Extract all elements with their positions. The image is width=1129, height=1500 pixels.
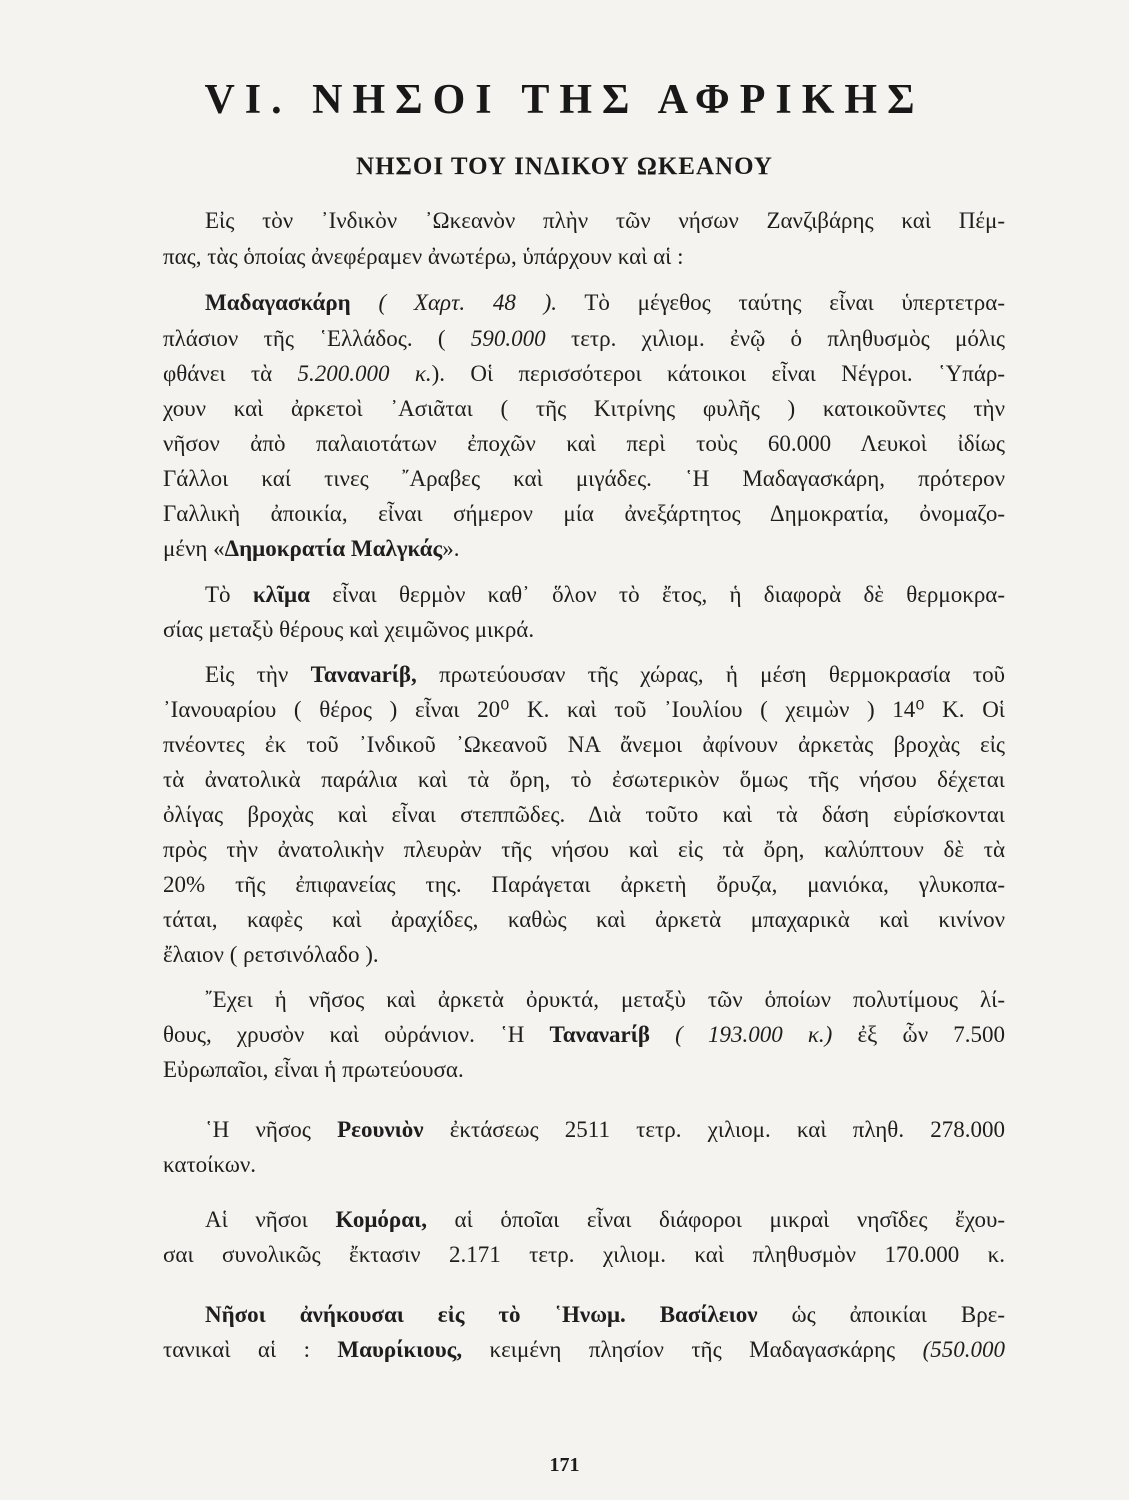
paragraph-1-line-2: πας, τὰς ὁποίας ἀνεφέραμεν ἀνωτέρω, ὑπάρχουν καὶ αἱ : <box>163 244 684 269</box>
section-title: ΝΗΣΟΙ ΤΟΥ ΙΝΔΙΚΟΥ ΩΚΕΑΝΟΥ <box>356 153 773 180</box>
paragraph-2-line-4: χουν καὶ ἀρκετοὶ ᾿Ασιᾶται ( τῆς Κιτρίνης φυλῆς ) κατοικοῦντες τὴν <box>163 396 1005 421</box>
paragraph-4-line-1: Εἰς τὴν Τανανarίβ, πρωτεύουσαν τῆς χώρας, ἡ μέση θερμοκρασία τοῦ <box>205 662 1006 687</box>
paragraph-4-line-6: πρὸς τὴν ἀνατολικὴν πλευρὰν τῆς νήσου καὶ εἰς τὰ ὄρη, καλύπτουν δὲ τὰ <box>163 837 1005 862</box>
term-uk-colonies: Νῆσοι ἀνήκουσαι εἰς τὸ ῾Ηνωμ. Βασίλειον <box>205 1302 758 1327</box>
paragraph-4-line-4: τὰ ἀνατολικὰ παράλια καὶ τὰ ὄρη, τὸ ἐσωτερικὸν ὅμως τῆς νήσου δέχεται <box>163 767 1005 792</box>
paragraph-4-line-5: ὀλίγας βροχὰς καὶ εἶναι στεππῶδες. Διὰ τοῦτο καὶ τὰ δάση εὑρίσκονται <box>163 802 1005 827</box>
term-madagascar: Μαδαγασκάρη <box>205 290 351 315</box>
paragraph-2-line-6: Γάλλοι καί τινες ῎Αραβες καὶ μιγάδες. ῾Η Μαδαγασκάρη, πρότερον <box>163 466 1005 491</box>
paragraph-4-line-7: 20% τῆς ἐπιφανείας της. Παράγεται ἀρκετὴ ὄρυζα, μανιόκα, γλυκοπα- <box>163 872 1005 897</box>
paragraph-8-line-1: Νῆσοι ἀνήκουσαι εἰς τὸ ῾Ηνωμ. Βασίλειον ὡς ἀποικίαι Βρε- <box>205 1302 1005 1327</box>
paragraph-5-line-2: θους, χρυσὸν καὶ οὐράνιον. ῾Η Τανανarίβ ( 193.000 κ.) ἐξ ὧν 7.500 <box>163 1022 1006 1047</box>
paragraph-5-line-1: ῎Εχει ἡ νῆσος καὶ ἀρκετὰ ὀρυκτά, μεταξὺ τῶν ὁποίων πολυτίμους λί- <box>205 987 1005 1012</box>
term-tananarive: Τανανarίβ, <box>310 662 417 687</box>
paragraph-4-line-8: τάται, καφὲς καὶ ἀραχίδες, καθὼς καὶ ἀρκετὰ μπαχαρικὰ καὶ κινίνον <box>163 907 1005 932</box>
paragraph-5-line-3: Εὐρωπαῖοι, εἶναι ἡ πρωτεύουσα. <box>163 1057 464 1082</box>
term-comoros: Κομόραι, <box>335 1207 427 1232</box>
paragraph-2-line-5: νῆσον ἀπὸ παλαιοτάτων ἐποχῶν καὶ περὶ τοὺς 60.000 Λευκοὶ ἰδίως <box>163 431 1005 456</box>
term-tananarive-capital: Τανανarίβ <box>549 1022 650 1047</box>
term-reunion: Ρεουνιὸν <box>337 1117 424 1142</box>
paragraph-8-line-2: τανικαὶ αἱ : Μαυρίκιους, κειμένη πλησίον τῆς Μαδαγασκάρης (550.000 <box>163 1337 1006 1362</box>
paragraph-6-line-2: κατοίκων. <box>163 1152 257 1177</box>
term-climate: κλῖμα <box>252 582 310 607</box>
paragraph-7-line-2: σαι συνολικῶς ἔκτασιν 2.171 τετρ. χιλιομ. καὶ πληθυσμὸν 170.000 κ. <box>163 1242 1005 1267</box>
term-malagasy-republic: Δημοκρατία Μαλγκάς <box>224 536 443 561</box>
paragraph-4-line-3: πνέοντες ἐκ τοῦ ᾿Ινδικοῦ ᾿Ωκεανοῦ ΝΑ ἄνεμοι ἀφίνουν ἀρκετὰς βροχὰς εἰς <box>163 732 1005 757</box>
paragraph-2-line-2: πλάσιον τῆς ῾Ελλάδος. ( 590.000 τετρ. χιλιομ. ἐνῷ ὁ πληθυσμὸς μόλις <box>163 326 1006 351</box>
paragraph-3-line-1: Τὸ κλῖμα εἶναι θερμὸν καθ᾿ ὅλον τὸ ἔτος, ἡ διαφορὰ δὲ θερμοκρα- <box>205 582 1006 607</box>
paragraph-2-line-7: Γαλλικὴ ἀποικία, εἶναι σήμερον μία ἀνεξάρτητος Δημοκρατία, ὀνομαζο- <box>163 501 1005 526</box>
paragraph-6-line-1: ῾Η νῆσος Ρεουνιὸν ἐκτάσεως 2511 τετρ. χιλιομ. καὶ πληθ. 278.000 <box>205 1117 1006 1142</box>
paragraph-4-line-2: ᾿Ιανουαρίου ( θέρος ) εἶναι 20⁰ Κ. καὶ τοῦ ᾿Ιουλίου ( χειμὼν ) 14⁰ Κ. Οἱ <box>163 697 1005 722</box>
page-number: 171 <box>549 1454 580 1476</box>
paragraph-3-line-2: σίας μεταξὺ θέρους καὶ χειμῶνος μικρά. <box>163 617 535 642</box>
paragraph-2-line-1: Μαδαγασκάρη ( Χαρτ. 48 ). Τὸ μέγεθος ταύτης εἶναι ὑπερτετρα- <box>205 290 1005 315</box>
paragraph-2-line-3: φθάνει τὰ 5.200.000 κ.). Οἱ περισσότεροι κάτοικοι εἶναι Νέγροι. ῾Υπάρ- <box>163 361 1006 386</box>
paragraph-4-line-9: ἔλαιον ( ρετσινόλαδο ). <box>163 942 379 967</box>
paragraph-7-line-1: Αἱ νῆσοι Κομόραι, αἱ ὁποῖαι εἶναι διάφοροι μικραὶ νησῖδες ἔχου- <box>205 1207 1006 1232</box>
paragraph-1-line-1: Εἰς τὸν ᾿Ινδικὸν ᾿Ωκεανὸν πλὴν τῶν νήσων Ζανζιβάρης καὶ Πέμ- <box>205 208 1005 233</box>
map-reference: ( Χαρτ. 48 ). <box>378 290 558 315</box>
paragraph-2-line-8: μένη «Δημοκρατία Μαλγκάς». <box>163 536 460 561</box>
chapter-title: VI. ΝΗΣΟΙ ΤΗΣ ΑΦΡΙΚΗΣ <box>204 77 925 123</box>
term-mauritius: Μαυρίκιους, <box>337 1337 463 1362</box>
